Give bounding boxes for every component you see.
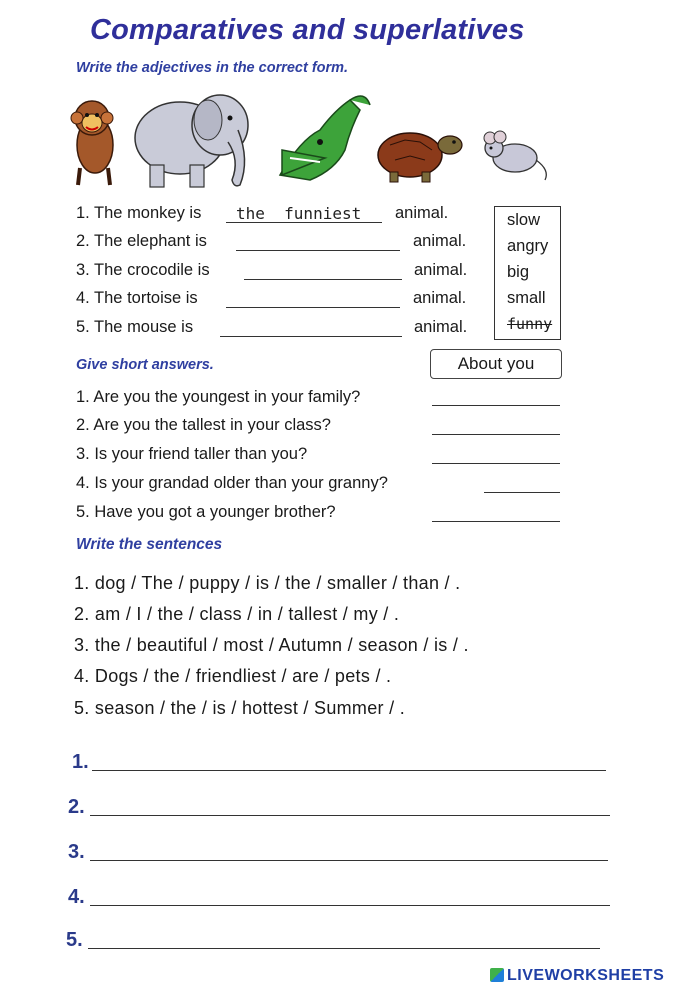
sentence-answer-number-3: 3. (68, 841, 85, 863)
word-box (494, 206, 561, 340)
scrambled-sentence-1: 1. dog / The / puppy / is / the / smaller / than / . (74, 573, 461, 593)
animal-illustrations (50, 80, 570, 195)
short-answer-blank-3 (432, 463, 560, 464)
sentence-answer-number-4: 4. (68, 886, 85, 908)
short-answer-input-3[interactable] (434, 444, 558, 462)
sentence-answer-input-4[interactable] (94, 885, 608, 905)
short-answer-input-1[interactable] (434, 387, 558, 405)
short-answer-blank-4 (484, 492, 560, 493)
adjective-question-1: 1. The monkey is (76, 204, 202, 222)
word-funny-crossed: funny (507, 315, 553, 333)
sentence-answer-line-2 (90, 815, 610, 816)
elephant-illustration (135, 95, 248, 187)
tortoise-illustration (378, 133, 462, 182)
word-big: big (507, 263, 530, 281)
sentence-answer-input-5[interactable] (92, 928, 598, 948)
short-answer-blank-2 (432, 434, 560, 435)
short-question-3: 3. Is your friend taller than you? (76, 445, 308, 463)
sentence-answer-input-2[interactable] (94, 795, 608, 815)
adjective-question-2: 2. The elephant is (76, 232, 207, 250)
sentence-answer-line-5 (88, 948, 600, 949)
liveworksheets-icon (490, 968, 504, 982)
sentence-answer-input-1[interactable] (96, 750, 604, 770)
adjective-question-3: 3. The crocodile is (76, 261, 210, 279)
scrambled-sentence-3: 3. the / beautiful / most / Autumn / season / is / . (74, 635, 469, 655)
short-answer-input-5[interactable] (434, 502, 558, 520)
sentence-answer-number-5: 5. (66, 929, 83, 951)
adjective-suffix-2: animal. (413, 232, 467, 250)
liveworksheets-wordmark: LIVEWORKSHEETS (507, 967, 665, 984)
answer-input-4[interactable] (228, 288, 398, 308)
word-angry: angry (507, 237, 549, 255)
short-answer-blank-5 (432, 521, 560, 522)
monkey-illustration (71, 101, 113, 185)
answer-input-2[interactable] (238, 231, 398, 251)
sentence-answer-line-4 (90, 905, 610, 906)
word-slow: slow (507, 211, 541, 229)
sentence-answer-input-3[interactable] (94, 840, 606, 860)
sentence-answer-line-3 (90, 860, 608, 861)
answer-input-5[interactable] (222, 317, 400, 337)
adjective-suffix-1: animal. (395, 204, 449, 222)
liveworksheets-logo (490, 967, 664, 985)
sentence-answer-number-1: 1. (72, 751, 89, 773)
short-question-5: 5. Have you got a younger brother? (76, 503, 336, 521)
adjective-suffix-5: animal. (414, 318, 468, 336)
short-answer-blank-1 (432, 405, 560, 406)
adjective-suffix-4: animal. (413, 289, 467, 307)
instruction-short-answers: Give short answers. (76, 357, 214, 373)
mouse-illustration (484, 131, 546, 180)
short-answer-input-2[interactable] (434, 415, 558, 433)
about-you-tag: About you (430, 349, 562, 379)
page-title: Comparatives and superlatives (90, 14, 525, 46)
answer-input-3[interactable] (246, 260, 400, 280)
instruction-write-sentences: Write the sentences (76, 536, 223, 553)
short-answer-input-4[interactable] (486, 473, 558, 491)
sentence-answer-line-1 (92, 770, 606, 771)
instruction-adjectives: Write the adjectives in the correct form. (76, 60, 349, 76)
short-question-4: 4. Is your grandad older than your granny? (76, 474, 388, 492)
adjective-question-4: 4. The tortoise is (76, 289, 198, 307)
word-small: small (507, 289, 546, 307)
short-question-2: 2. Are you the tallest in your class? (76, 416, 331, 434)
adjective-question-5: 5. The mouse is (76, 318, 194, 336)
answer-input-1[interactable] (236, 203, 376, 223)
scrambled-sentence-5: 5. season / the / is / hottest / Summer / . (74, 698, 406, 718)
short-question-1: 1. Are you the youngest in your family? (76, 388, 361, 406)
scrambled-sentence-2: 2. am / I / the / class / in / tallest / my / . (74, 604, 400, 624)
adjective-suffix-3: animal. (414, 261, 468, 279)
sentence-answer-number-2: 2. (68, 796, 85, 818)
scrambled-sentence-4: 4. Dogs / the / friendliest / are / pets / . (74, 666, 392, 686)
crocodile-illustration (280, 96, 370, 180)
